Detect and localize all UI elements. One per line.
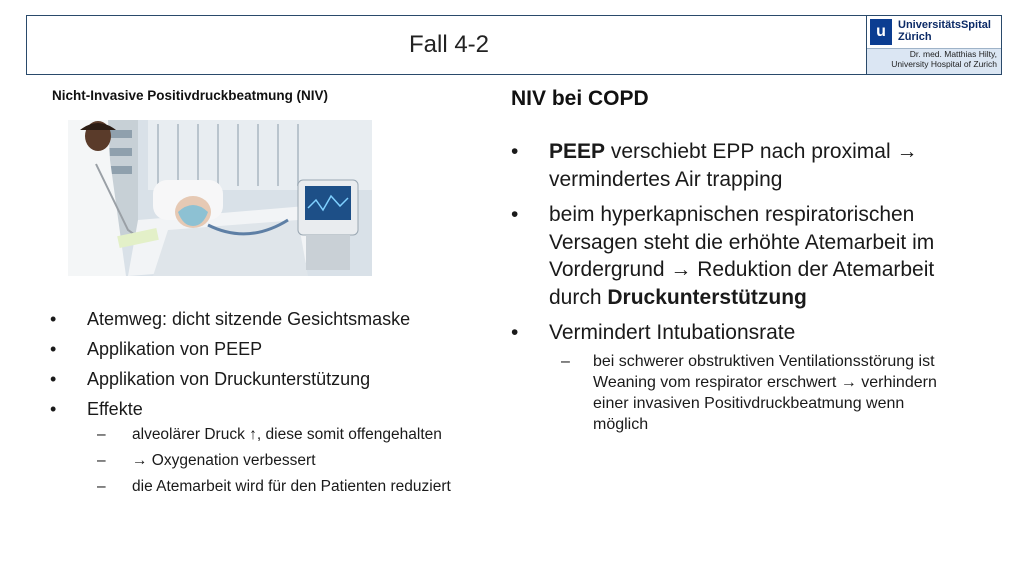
sub-list-item [87,425,470,445]
list-item [50,398,470,497]
logo-line-2: Zürich [898,31,932,43]
list-item [50,338,470,361]
dash-glyph: – [97,478,106,495]
usz-logo-icon: u [870,19,892,45]
list-item [511,319,941,435]
slide-title: Fall 4-2 [408,31,490,58]
author-line-1: Dr. med. Matthias Hilty, [909,49,997,59]
niv-patient-photo [68,120,372,276]
list-item [511,138,941,193]
hospital-logo-box [866,16,1001,74]
list-item [511,201,941,311]
bullet-text: Atemweg: dicht sitzende Gesichtsmaske [87,309,411,329]
list-item [50,368,470,391]
author-block [867,49,1001,74]
intubation-sublist [549,351,941,435]
author-line-2: University Hospital of Zurich [891,59,997,69]
sub-list-item [87,477,470,497]
effect-text: → Oxygenation verbessert [132,452,316,469]
peep-bold: PEEP [549,140,606,163]
bullet-text: Effekte [87,399,143,419]
dash-glyph: – [97,452,106,469]
sub-list-item [87,451,470,471]
bullet-glyph: • [511,203,519,226]
bullet-glyph: • [50,309,57,329]
bullet-glyph: • [511,321,519,344]
bullet-text: verschiebt EPP nach proximal → vermindertes Air trapping [549,140,918,191]
bullet-glyph: • [50,369,57,389]
effects-sublist [87,425,470,497]
bullet-text: beim hyperkapnischen respiratorischen Versagen steht die erhöhte Atemarbeit im Vordergrund → Reduktion der Atemarbeit durch [549,203,935,309]
list-item [50,308,470,331]
dash-glyph: – [97,426,106,443]
bullet-text: Vermindert Intubationsrate [549,321,796,344]
effect-text: alveolärer Druck ↑, diese somit offengehalten [132,426,442,443]
effect-text: die Atemarbeit wird für den Patienten reduziert [132,478,451,495]
sub-list-item [549,351,941,435]
bullet-glyph: • [511,140,519,163]
logo-top [867,16,1001,49]
left-subtitle: Nicht-Invasive Positivdruckbeatmung (NIV) [52,88,329,103]
left-bullet-list [50,308,470,504]
bullet-text: Applikation von PEEP [87,339,263,359]
logo-text [898,19,991,43]
bullet-text: Applikation von Druckunterstützung [87,369,371,389]
right-heading: NIV bei COPD [511,87,649,110]
sub-text: bei schwerer obstruktiven Ventilationsstörung ist Weaning vom respirator erschwert → verhindern einer invasiven Positivdruckbeatmung wenn möglich [593,352,937,433]
title-box [26,15,1002,75]
bullet-glyph: • [50,339,57,359]
bullet-glyph: • [50,399,57,419]
druckunterstuetzung-bold: Druckunterstützung [607,285,807,309]
dash-glyph: – [561,352,570,370]
right-bullet-list [511,138,941,443]
logo-line-1: UniversitätsSpital [898,19,991,31]
